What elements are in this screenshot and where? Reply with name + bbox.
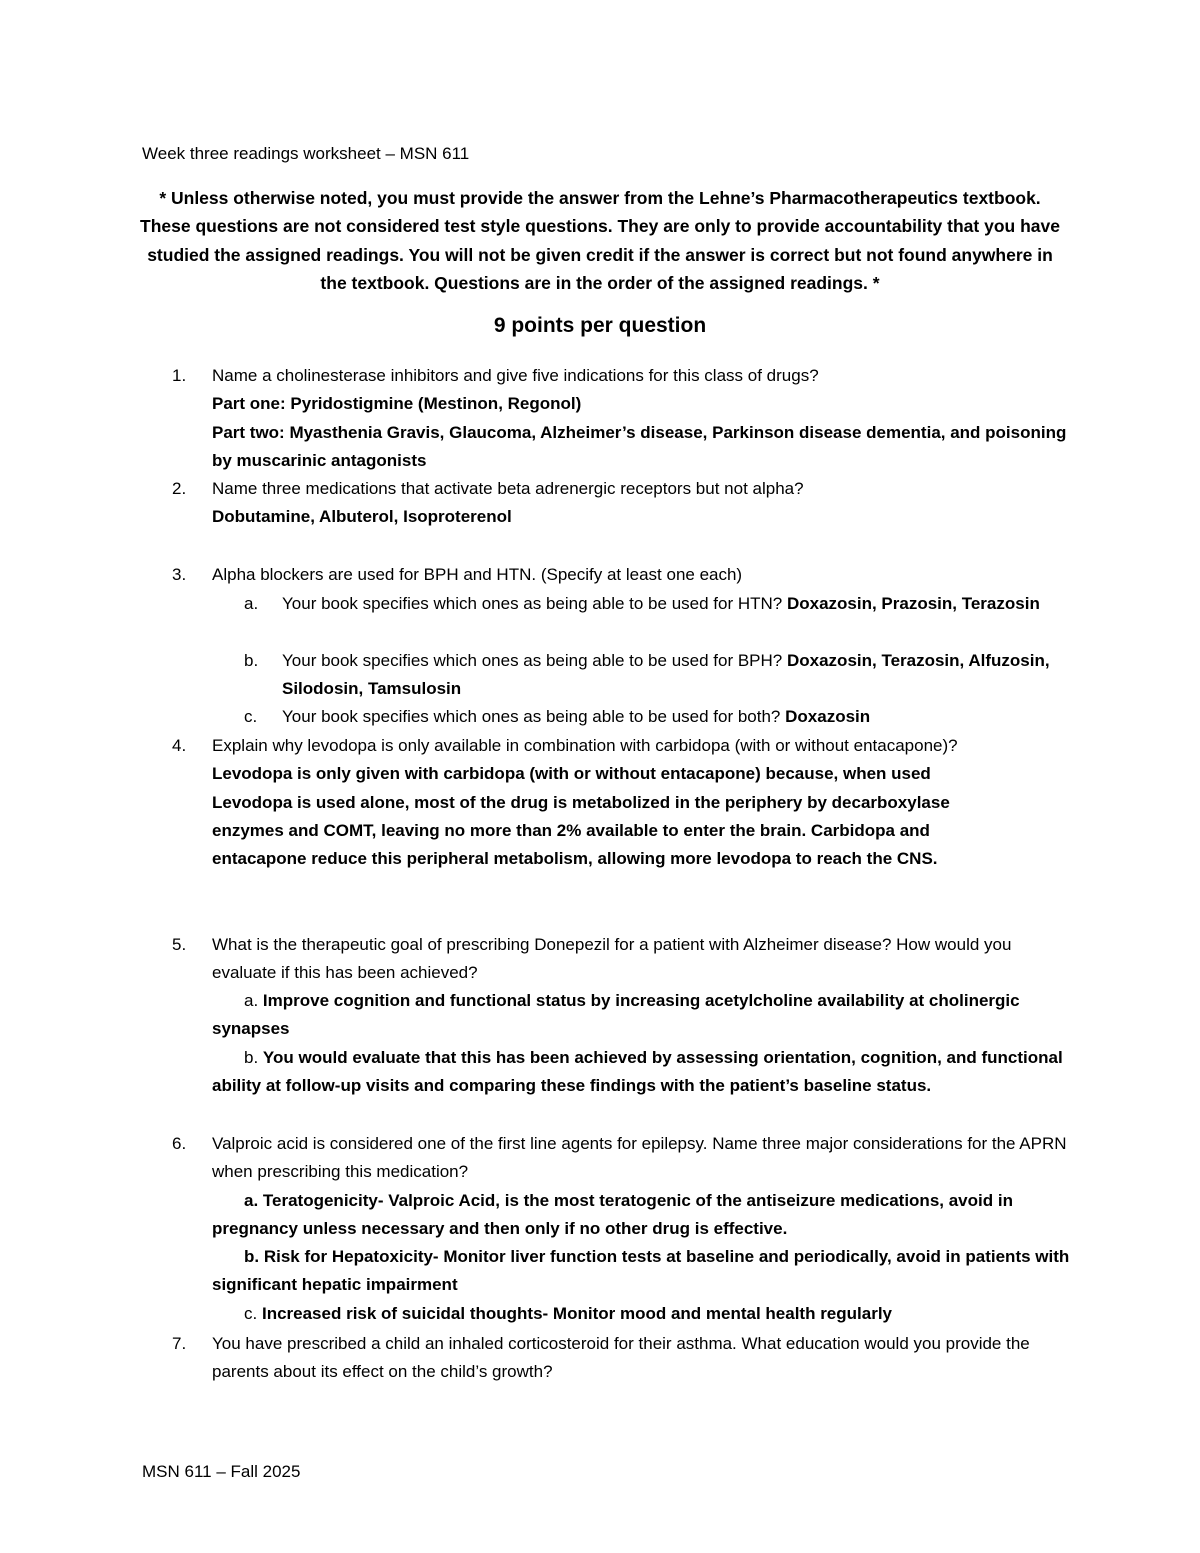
question-5-answer-a bbox=[212, 987, 1072, 1044]
answer-text: Levodopa is only given with carbidopa (with or without entacapone) because, when used Levodopa is used alone, most of the drug is metabolized in the periphery by decarboxylase enzymes and COMT, leaving no more than 2% available to enter the brain. Carbidopa and entacapone reduce this peripheral metabolism, allowing more levodopa to reach the CNS. bbox=[212, 764, 950, 869]
sub-answer-text: Doxazosin, Terazosin, Alfuzosin, Silodosin, Tamsulosin bbox=[282, 651, 1050, 699]
answer-letter: c. bbox=[244, 1304, 258, 1323]
question-5-answer-b bbox=[212, 1044, 1072, 1101]
instructions-paragraph: * Unless otherwise noted, you must provide the answer from the Lehne’s Pharmacotherapeutics textbook. These questions are not considered test style questions. They are only to provide accountability that you have studied the assigned readings. You will not be given credit if the answer is correct but not found anywhere in the textbook. Questions are in the order of the assigned readings. * bbox=[140, 188, 1060, 293]
sub-answer-text: Doxazosin bbox=[785, 707, 871, 726]
question-text: What is the therapeutic goal of prescribing Donepezil for a patient with Alzheimer disease? How would you evaluate if this has been achieved? bbox=[212, 935, 1012, 983]
sub-question-text: Your book specifies which ones as being able to be used for both? bbox=[282, 707, 781, 726]
sub-item-letter: c. bbox=[244, 707, 258, 726]
question-6-answer-c bbox=[212, 1300, 1072, 1328]
answer-text: Improve cognition and functional status by increasing acetylcholine availability at cholinergic synapses bbox=[212, 991, 1020, 1039]
question-text: You have prescribed a child an inhaled corticosteroid for their asthma. What education would you provide the parents about its effect on the child’s growth? bbox=[212, 1334, 1030, 1382]
question-number: 6. bbox=[172, 1134, 187, 1153]
question-number: 3. bbox=[172, 565, 187, 584]
sub-question-text: Your book specifies which ones as being able to be used for HTN? bbox=[282, 594, 783, 613]
sub-item-letter: b. bbox=[244, 651, 259, 670]
question-number: 5. bbox=[172, 935, 187, 954]
answer-text: Increased risk of suicidal thoughts- Monitor mood and mental health regularly bbox=[261, 1304, 893, 1323]
sub-answer-text: Doxazosin, Prazosin, Terazosin bbox=[786, 594, 1040, 613]
answer-text: You would evaluate that this has been achieved by assessing orientation, cognition, and functional ability at follow-up visits and comparing these findings with the patient’s baseline status. bbox=[212, 1048, 1063, 1096]
answer-letter: a. bbox=[244, 991, 259, 1010]
question-text: Valproic acid is considered one of the first line agents for epilepsy. Name three major considerations for the APRN when prescribing this medication? bbox=[212, 1134, 1067, 1182]
question-number: 2. bbox=[172, 479, 187, 498]
question-text: Name a cholinesterase inhibitors and give five indications for this class of drugs? bbox=[212, 366, 819, 385]
question-6-answer-a: a. Teratogenicity- Valproic Acid, is the most teratogenic of the antiseizure medications, avoid in pregnancy unless necessary and then only if no other drug is effective. bbox=[212, 1191, 1013, 1239]
question-number: 1. bbox=[172, 366, 187, 385]
sub-question-text: Your book specifies which ones as being able to be used for BPH? bbox=[282, 651, 783, 670]
answer-part-two: Part two: Myasthenia Gravis, Glaucoma, Alzheimer’s disease, Parkinson disease dementia, and poisoning by muscarinic antagonists bbox=[212, 422, 1067, 470]
question-number: 4. bbox=[172, 736, 187, 755]
question-text: Alpha blockers are used for BPH and HTN. (Specify at least one each) bbox=[212, 565, 743, 584]
answer-letter: b. bbox=[244, 1048, 259, 1067]
question-number: 7. bbox=[172, 1334, 187, 1353]
page-footer: MSN 611 – Fall 2025 bbox=[142, 1462, 301, 1481]
sub-item-letter: a. bbox=[244, 594, 259, 613]
answer-part-one: Part one: Pyridostigmine (Mestinon, Regonol) bbox=[212, 394, 582, 414]
points-heading: 9 points per question bbox=[493, 314, 707, 337]
worksheet-header: Week three readings worksheet – MSN 611 bbox=[142, 144, 470, 163]
answer-text: Dobutamine, Albuterol, Isoproterenol bbox=[212, 507, 512, 527]
question-6-answer-b: b. Risk for Hepatoxicity- Monitor liver function tests at baseline and periodically, avoid in patients with significant hepatic impairment bbox=[212, 1247, 1070, 1295]
question-text: Name three medications that activate beta adrenergic receptors but not alpha? bbox=[212, 479, 804, 498]
question-text: Explain why levodopa is only available in combination with carbidopa (with or without entacapone)? bbox=[212, 736, 958, 755]
